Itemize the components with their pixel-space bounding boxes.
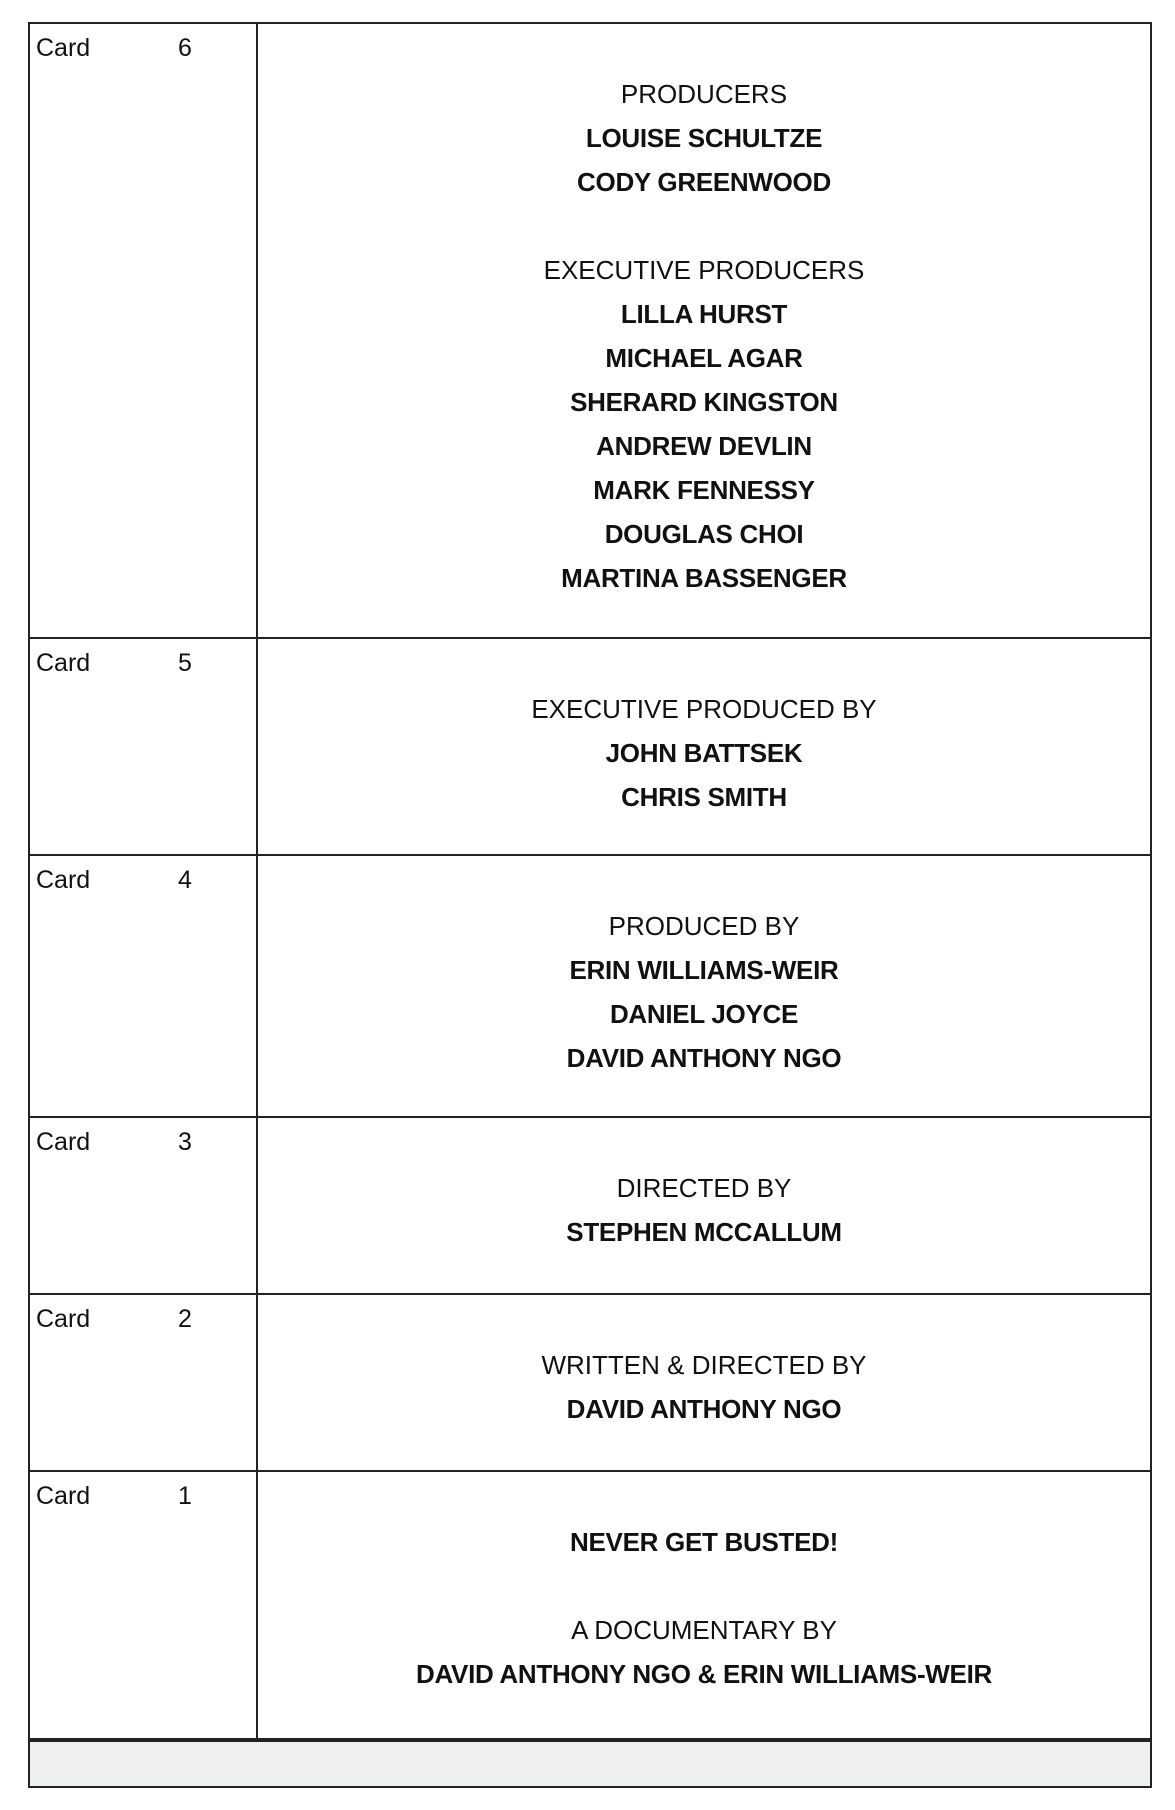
film-title: NEVER GET BUSTED! xyxy=(570,1527,838,1557)
block-spacer xyxy=(258,204,1150,248)
credit-heading: WRITTEN & DIRECTED BY xyxy=(541,1350,867,1380)
credit-name: LILLA HURST xyxy=(620,299,788,329)
credit-heading: A DOCUMENTARY BY xyxy=(571,1615,837,1645)
card-content xyxy=(258,1295,1150,1470)
card-label-cell xyxy=(30,24,258,637)
card-label: Card xyxy=(36,34,91,62)
credit-name: ERIN WILLIAMS-WEIR xyxy=(569,955,839,985)
credit-name: DAVID ANTHONY NGO xyxy=(566,1043,842,1073)
credit-name: LOUISE SCHULTZE xyxy=(585,123,823,153)
credit-heading: PRODUCERS xyxy=(620,79,788,109)
card-row xyxy=(30,1118,1150,1295)
card-label: Card xyxy=(36,649,91,677)
credit-name: JOHN BATTSEK xyxy=(605,738,803,768)
card-label-cell xyxy=(30,856,258,1116)
card-label-cell xyxy=(30,639,258,854)
credit-name: DOUGLAS CHOI xyxy=(604,519,804,549)
table-footer-row xyxy=(30,1740,1150,1786)
card-number: 3 xyxy=(178,1128,192,1156)
credit-name: CHRIS SMITH xyxy=(621,782,787,812)
card-label: Card xyxy=(36,1305,91,1333)
credit-heading: PRODUCED BY xyxy=(608,911,800,941)
card-row xyxy=(30,639,1150,856)
credit-name: DANIEL JOYCE xyxy=(609,999,799,1029)
credit-name: STEPHEN MCCALLUM xyxy=(566,1217,842,1247)
card-number: 1 xyxy=(178,1482,192,1510)
card-label-cell xyxy=(30,1295,258,1470)
credit-name: MARTINA BASSENGER xyxy=(561,563,847,593)
card-number: 5 xyxy=(178,649,192,677)
block-spacer xyxy=(258,1564,1150,1608)
card-content xyxy=(258,1118,1150,1293)
card-label: Card xyxy=(36,866,91,894)
card-number: 2 xyxy=(178,1305,192,1333)
credit-name: CODY GREENWOOD xyxy=(577,167,831,197)
credit-name: SHERARD KINGSTON xyxy=(570,387,838,417)
card-number: 6 xyxy=(178,34,192,62)
credit-name: MICHAEL AGAR xyxy=(605,343,803,373)
card-row xyxy=(30,1472,1150,1740)
credit-name: ANDREW DEVLIN xyxy=(596,431,812,461)
credit-heading: EXECUTIVE PRODUCED BY xyxy=(531,694,877,724)
card-row xyxy=(30,24,1150,639)
card-content xyxy=(258,24,1150,637)
card-content xyxy=(258,639,1150,854)
credit-heading: DIRECTED BY xyxy=(616,1173,792,1203)
card-row xyxy=(30,1295,1150,1472)
card-content xyxy=(258,1472,1150,1738)
credit-name: MARK FENNESSY xyxy=(593,475,815,505)
credit-name: DAVID ANTHONY NGO xyxy=(566,1394,842,1424)
credit-name: DAVID ANTHONY NGO & ERIN WILLIAMS-WEIR xyxy=(416,1659,992,1689)
credit-heading: EXECUTIVE PRODUCERS xyxy=(543,255,865,285)
credits-table xyxy=(28,22,1152,1788)
card-number: 4 xyxy=(178,866,192,894)
card-label-cell xyxy=(30,1472,258,1738)
card-row xyxy=(30,856,1150,1118)
card-label: Card xyxy=(36,1482,91,1510)
card-label-cell xyxy=(30,1118,258,1293)
card-label: Card xyxy=(36,1128,91,1156)
card-content xyxy=(258,856,1150,1116)
